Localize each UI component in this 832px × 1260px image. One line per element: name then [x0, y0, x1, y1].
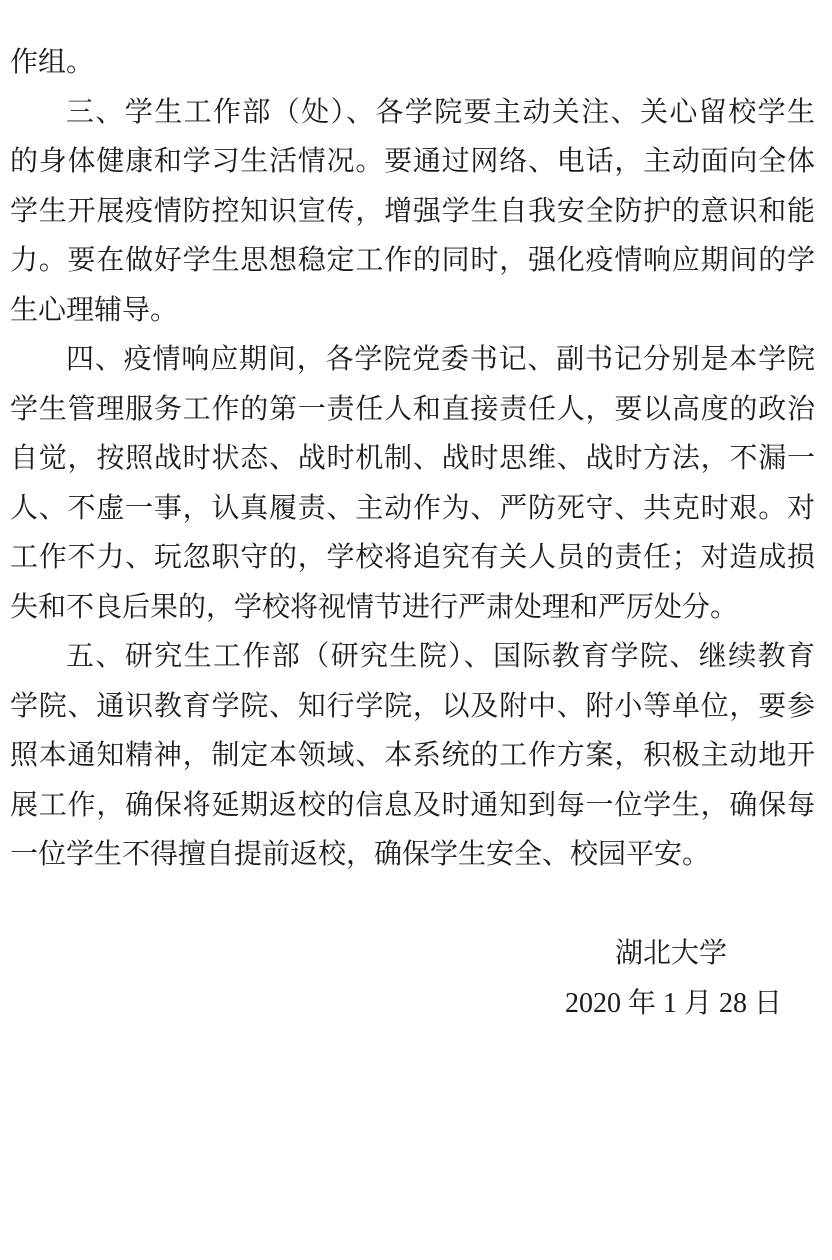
- text-line: 学生开展疫情防控知识宣传，增强学生自我安全防护的意识和能: [10, 195, 815, 227]
- text-line: 五、研究生工作部（研究生院）、国际教育学院、继续教育: [66, 641, 815, 672]
- text-line: 工作不力、玩忽职守的，学校将追究有关人员的责任；对造成损: [10, 542, 815, 573]
- text-line: 失和不良后果的，学校将视情节进行严肃处理和严厉处分。: [10, 591, 739, 623]
- text-line: 生心理辅导。: [10, 294, 179, 326]
- text-line: 人、不虚一事，认真履责、主动作为、严防死守、共克时艰。对: [10, 492, 815, 524]
- paragraph: [10, 38, 815, 88]
- text-line: 四、疫情响应期间，各学院党委书记、副书记分别是本学院: [66, 344, 815, 375]
- text-line: 学生管理服务工作的第一责任人和直接责任人，要以高度的政治: [10, 393, 815, 425]
- text-line: 照本通知精神，制定本领域、本系统的工作方案，积极主动地开: [10, 740, 815, 771]
- paragraph: [10, 335, 815, 632]
- signature-date: 2020 年 1 月 28 日: [564, 987, 782, 1019]
- paragraph: [10, 88, 815, 336]
- document-body: [10, 38, 815, 880]
- text-line: 的身体健康和学习生活情况。要通过网络、电话，主动面向全体: [10, 146, 815, 177]
- paragraph: [10, 632, 815, 880]
- text-line: 学院、通识教育学院、知行学院，以及附中、附小等单位，要参: [10, 690, 815, 722]
- text-line: 展工作，确保将延期返校的信息及时通知到每一位学生，确保每: [10, 789, 815, 821]
- signature-name: 湖北大学: [614, 938, 727, 969]
- text-line: 力。要在做好学生思想稳定工作的同时，强化疫情响应期间的学: [10, 245, 815, 276]
- text-line: 一位学生不得擅自提前返校，确保学生安全、校园平安。: [10, 839, 711, 870]
- text-line: 作组。: [10, 47, 95, 78]
- text-line: 三、学生工作部（处）、各学院要主动关注、关心留校学生: [66, 96, 815, 128]
- signature-block: [10, 929, 815, 1028]
- text-line: 自觉，按照战时状态、战时机制、战时思维、战时方法，不漏一: [10, 443, 815, 474]
